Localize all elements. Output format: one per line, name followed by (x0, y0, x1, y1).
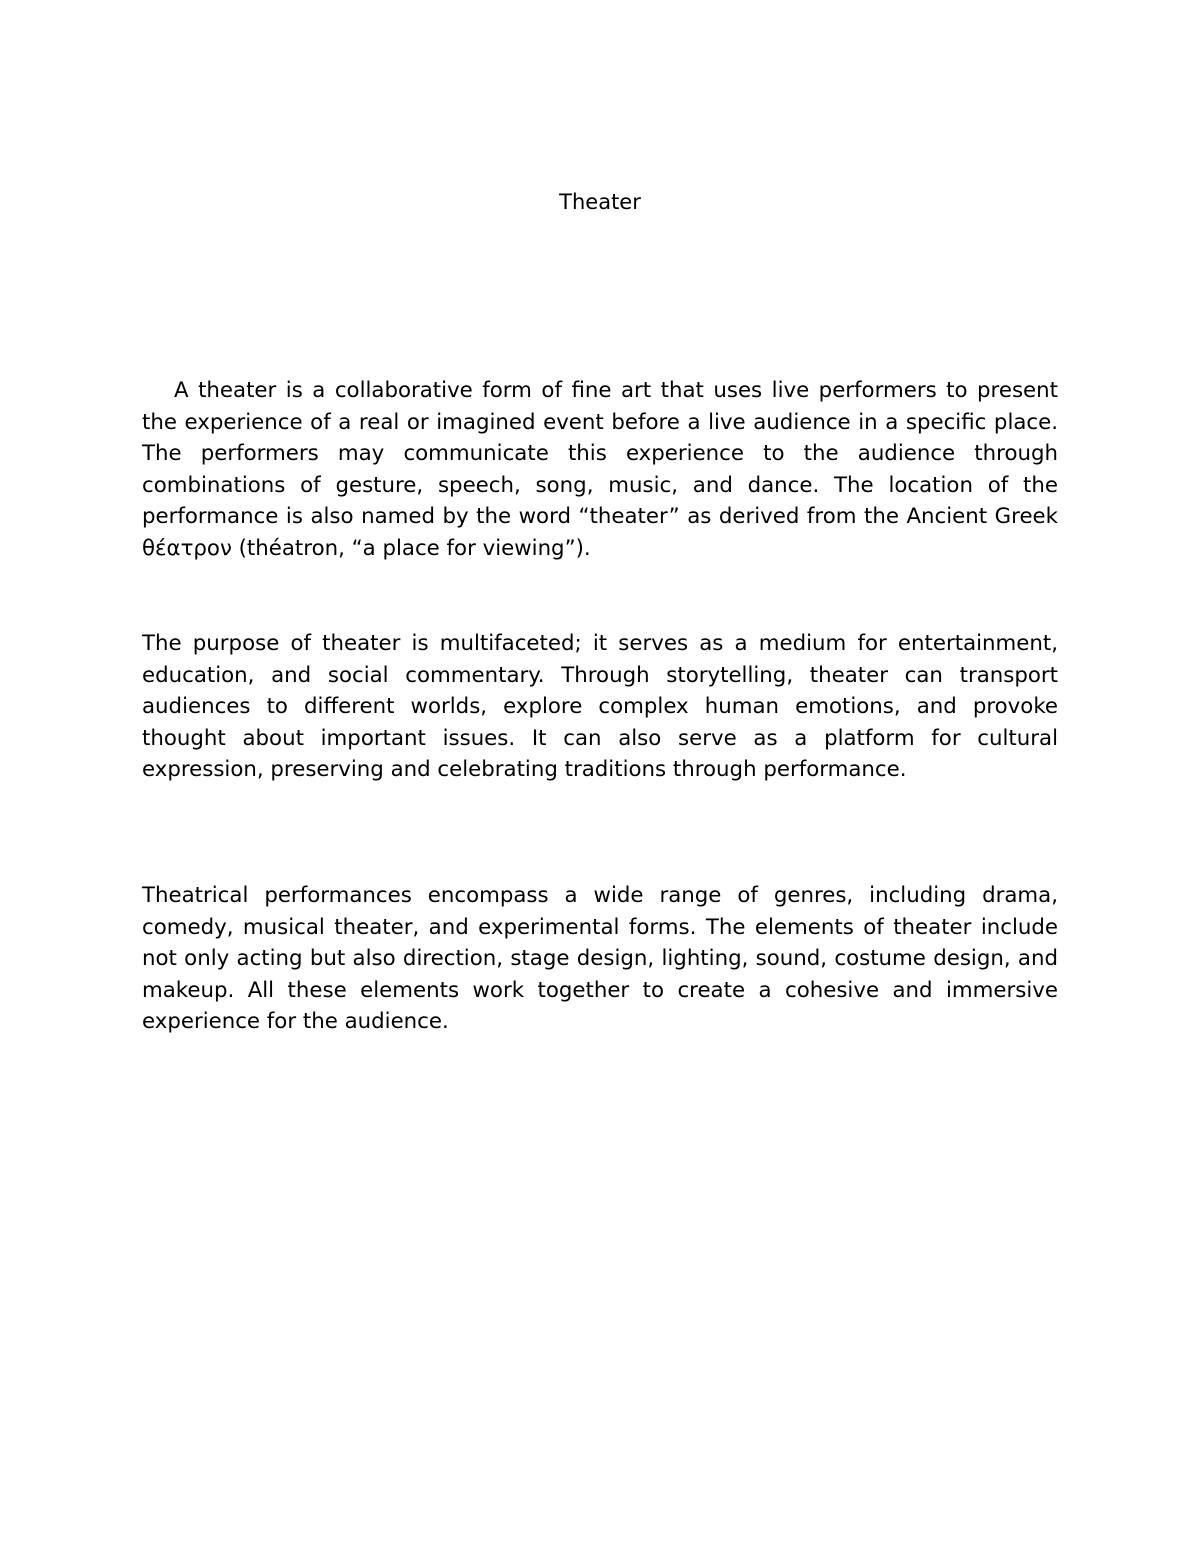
paragraph-intro: A theater is a collaborative form of fine art that uses live performers to present the experience of a real or imagined event before a live audience in a specific place. The performers may communicate this experience to the audience through combinations of gesture, speech, song, music, and dance. The location of the performance is also named by the word “theater” as derived from the Ancient Greek θέατρον (théatron, “a place for viewing”). (142, 378, 1058, 561)
document-title: Theater (559, 190, 641, 214)
paragraph-purpose: The purpose of theater is multifaceted; it serves as a medium for entertainment, education, and social commentary. Through storytelling, theater can transport audiences to different worlds, explore complex human emotions, and provoke thought about important issues. It can also serve as a platform for cultural expression, preserving and celebrating traditions through performance. (142, 631, 1058, 782)
paragraph-genres: Theatrical performances encompass a wide range of genres, including drama, comedy, musical theater, and experimental forms. The elements of theater include not only acting but also direction, stage design, lighting, sound, costume design, and makeup. All these elements work together to create a cohesive and immersive experience for the audience. (142, 883, 1058, 1034)
